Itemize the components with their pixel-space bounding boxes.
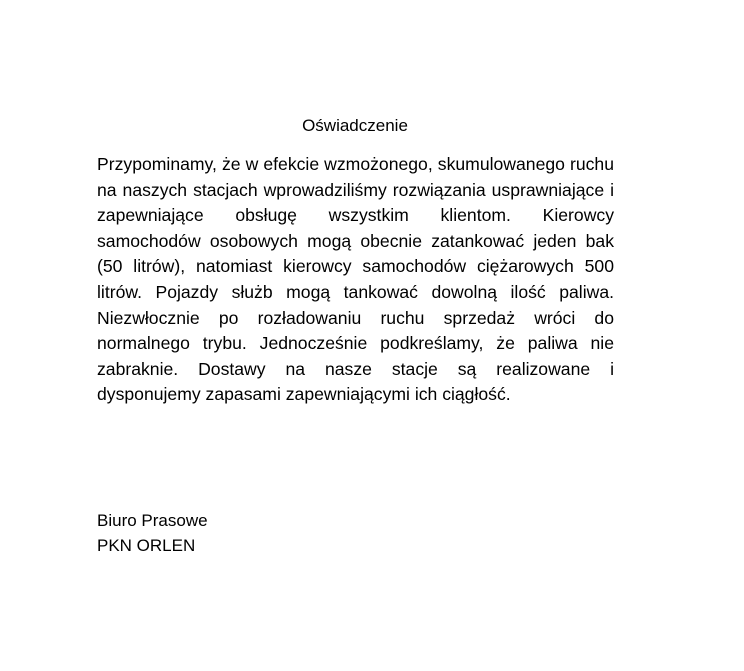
signature-department: Biuro Prasowe xyxy=(97,511,208,530)
statement-body: Przypominamy, że w efekcie wzmożonego, skumulowanego ruchu na naszych stacjach wprowadziliśmy rozwiązania usprawniające i zapewniające obsługę wszystkim klientom. Kierowcy samochodów osobowych mogą obecnie zatankować jeden bak (50 litrów), natomiast kierowcy samochodów ciężarowych 500 litrów. Pojazdy służb mogą tankować dowolną ilość paliwa. Niezwłocznie po rozładowaniu ruchu sprzedaż wróci do normalnego trybu. Jednocześnie podkreślamy, że paliwa nie zabraknie. Dostawy na nasze stacje są realizowane i dysponujemy zapasami zapewniającymi ich ciągłość. xyxy=(97,154,614,405)
signature-company: PKN ORLEN xyxy=(97,536,196,555)
document-title: Oświadczenie xyxy=(302,116,408,135)
signature-block xyxy=(97,508,208,558)
